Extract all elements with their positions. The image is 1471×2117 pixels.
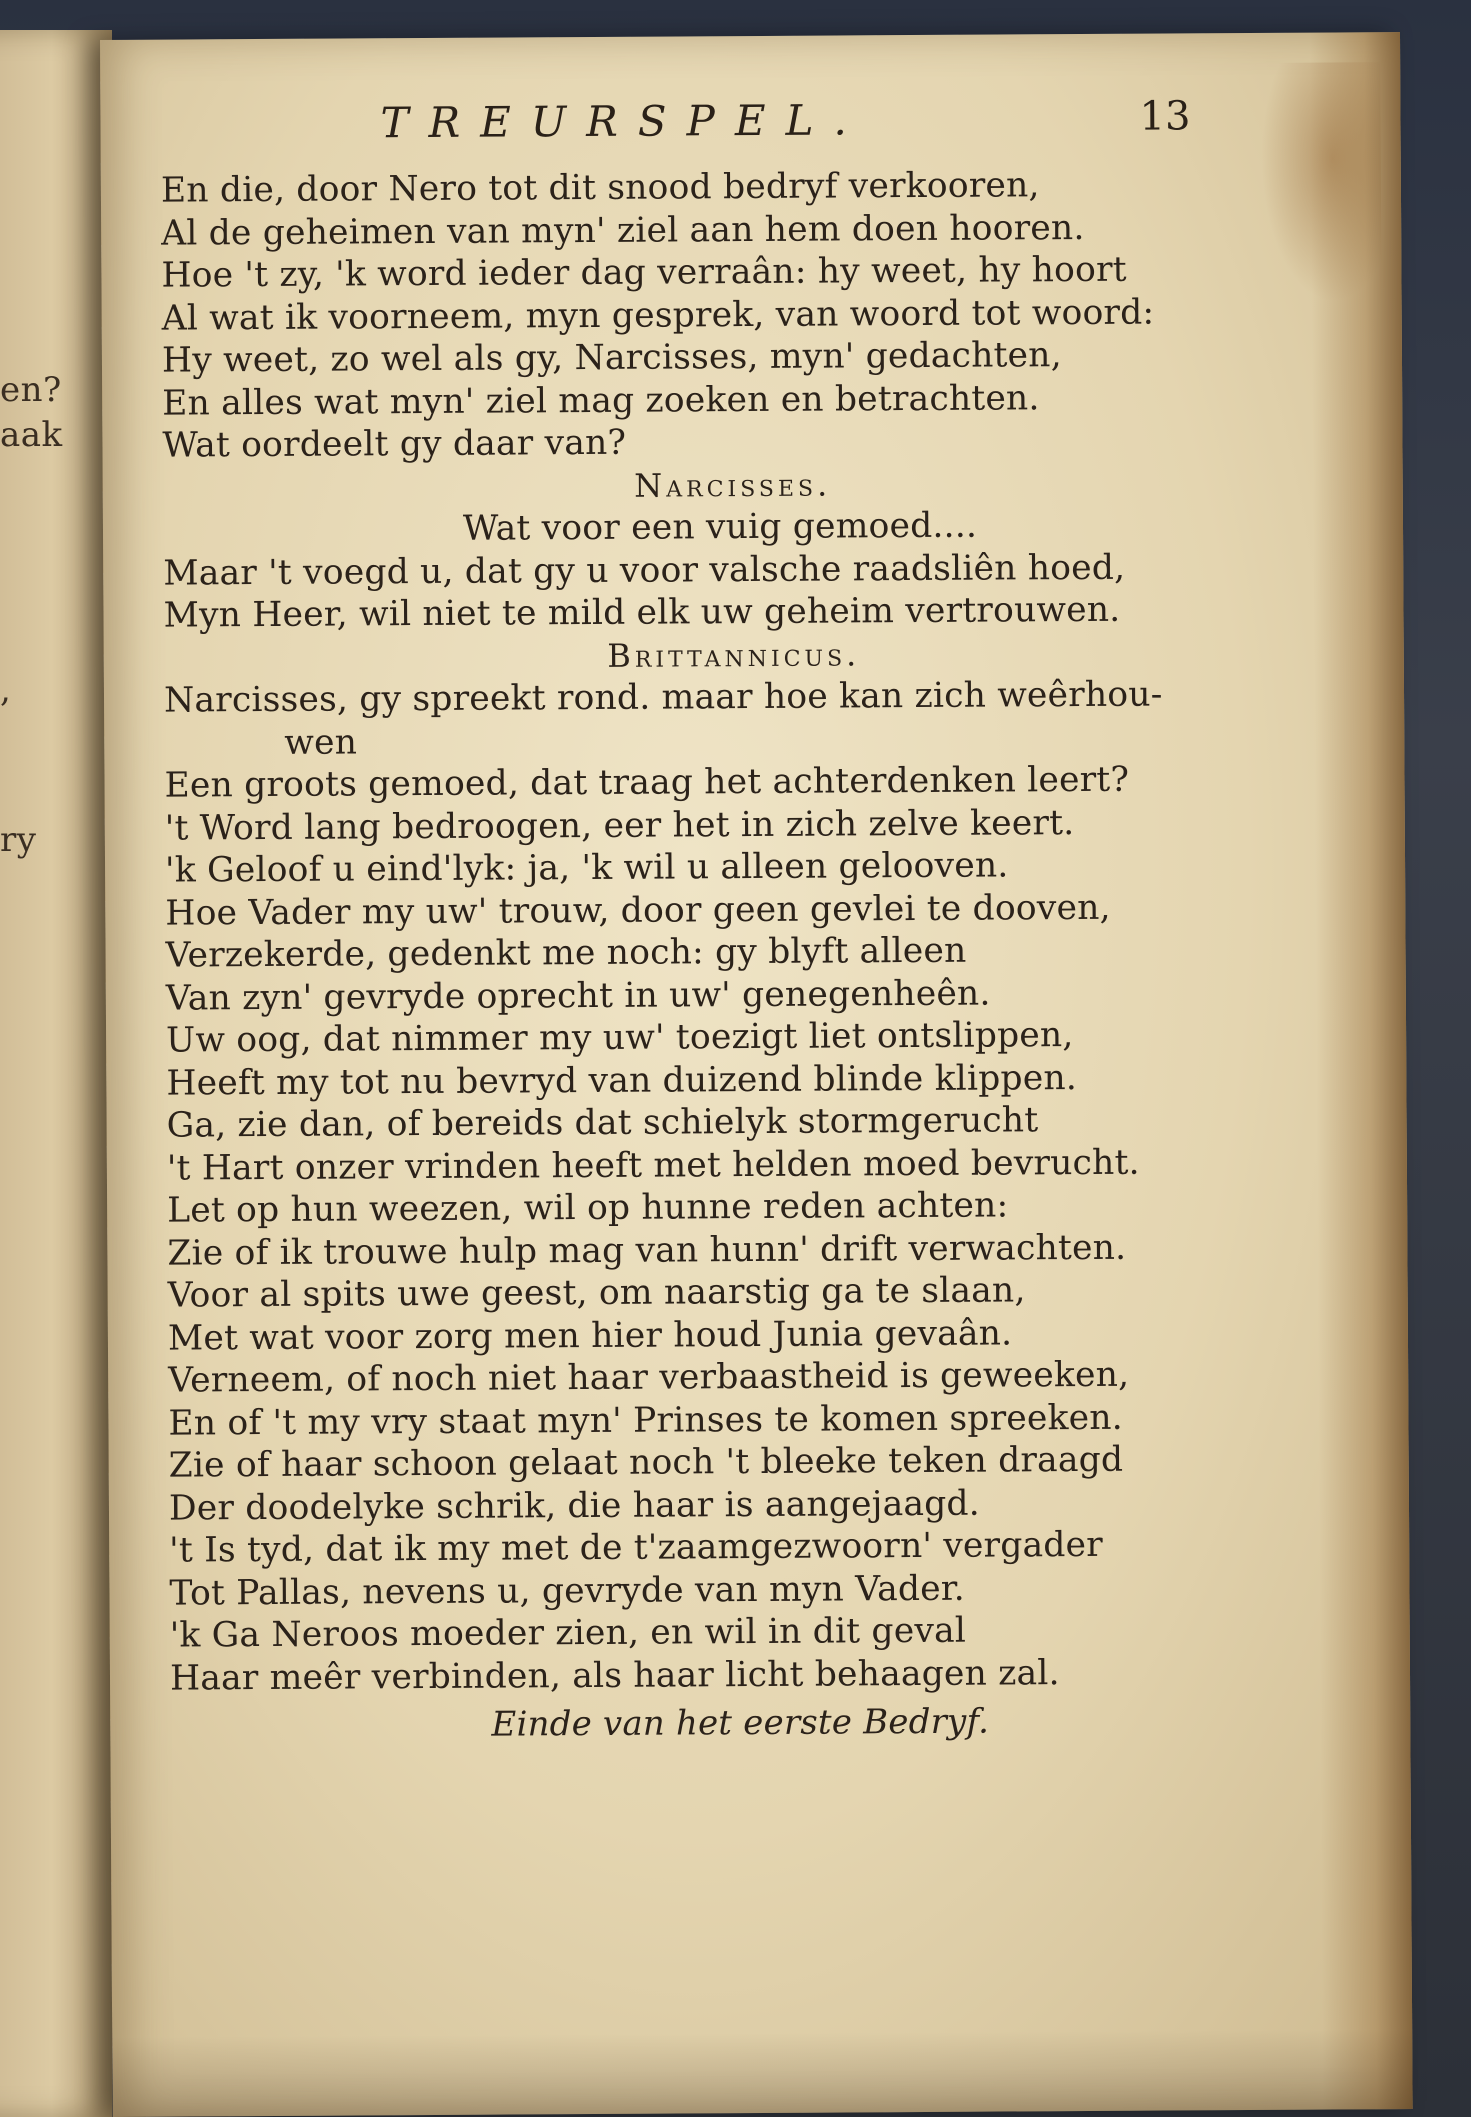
speaker-name: Brittannicus. — [607, 634, 861, 675]
page-edge-shadow — [1310, 32, 1413, 2110]
verse-line: En die, door Nero tot dit snood bedryf verkooren, — [160, 165, 1040, 211]
verse-line: Verneem, of noch niet haar verbaastheid is geweeken, — [168, 1354, 1130, 1401]
verse-line: 't Hart onzer vrinden heeft met helden moed bevrucht. — [166, 1142, 1140, 1189]
running-head: TREURSPEL. — [380, 95, 867, 148]
verse-line: Hoe Vader my uw' trouw, door geen gevlei te dooven, — [165, 887, 1111, 934]
left-page-fragment: aak — [0, 415, 63, 455]
verse-line: Hoe 't zy, 'k word ieder dag verraân: hy weet, hy hoort — [161, 249, 1127, 296]
verse-line: 'k Ga Neroos moeder zien, en wil in dit geval — [169, 1610, 967, 1656]
verse-line: 't Word lang bedroogen, eer het in zich zelve keert. — [164, 802, 1075, 849]
verse-line: Al de geheimen van myn' ziel aan hem doen hooren. — [161, 207, 1085, 254]
left-page-fragment: , — [0, 670, 12, 710]
verse-line: Myn Heer, wil niet te mild elk uw geheim vertrouwen. — [163, 589, 1121, 636]
speaker-name: Narcisses. — [634, 465, 832, 505]
verse-line: Let op hun weezen, wil op hunne reden achten: — [167, 1185, 1009, 1231]
page-number: 13 — [1139, 93, 1191, 140]
verse-line: 'k Geloof u eind'lyk: ja, 'k wil u alleen gelooven. — [164, 845, 1009, 891]
verse-line: Al wat ik voorneem, myn gesprek, van woord tot woord: — [161, 292, 1155, 339]
verse-line: Der doodelyke schrik, die haar is aangejaagd. — [168, 1483, 981, 1529]
verse-line: Met wat voor zorg men hier houd Junia gevaân. — [167, 1312, 1013, 1359]
verse-line: wen — [284, 721, 358, 763]
page-bottom-shadow — [112, 2029, 1412, 2117]
verse-line: Uw oog, dat nimmer my uw' toezigt liet ontslippen, — [165, 1015, 1074, 1061]
left-page-fragment: ry — [0, 820, 37, 860]
verse-line: Voor al spits uwe geest, om naarstig ga te slaan, — [167, 1270, 1026, 1316]
verse-line: Zie of ik trouwe hulp mag van hunn' drift verwachten. — [167, 1227, 1127, 1274]
book-page — [100, 32, 1413, 2117]
verse-line: Een groots gemoed, dat traag het achterdenken leert? — [164, 759, 1130, 806]
verse-line: En of 't my vry staat myn' Prinses te komen spreeken. — [168, 1397, 1123, 1444]
left-page-edge — [0, 30, 112, 2117]
verse-line: En alles wat myn' ziel mag zoeken en betrachten. — [162, 377, 1040, 424]
verse-line: Wat oordeelt gy daar van? — [162, 422, 627, 466]
left-page-fragment: en? — [0, 370, 62, 410]
verse-line: Van zyn' gevryde oprecht in uw' genegenheên. — [165, 973, 991, 1019]
act-end-note: Einde van het eerste Bedryf. — [491, 1701, 990, 1745]
verse-line: Hy weet, zo wel als gy, Narcisses, myn' gedachten, — [161, 335, 1062, 381]
verse-text-block — [161, 163, 1311, 1748]
verse-line: Ga, zie dan, of bereids dat schielyk stormgerucht — [166, 1100, 1039, 1146]
verse-line: Tot Pallas, nevens u, gevryde van myn Vader. — [169, 1568, 966, 1614]
verse-line: Zie of haar schoon gelaat noch 't bleeke teken draagd — [168, 1439, 1124, 1486]
verse-line: Haar meêr verbinden, als haar licht behaagen zal. — [169, 1652, 1060, 1699]
verse-line: Verzekerde, gedenkt me noch: gy blyft alleen — [165, 930, 967, 976]
verse-line: Heeft my tot nu bevryd van duizend blinde klippen. — [166, 1057, 1078, 1104]
verse-line: Wat voor een vuig gemoed.... — [462, 505, 978, 549]
verse-line: 't Is tyd, dat ik my met de t'zaamgezwoorn' vergader — [169, 1524, 1104, 1571]
verse-line: Narcisses, gy spreekt rond. maar hoe kan zich weêrhou- — [163, 674, 1163, 721]
verse-line: Maar 't voegd u, dat gy u voor valsche raadsliên hoed, — [163, 547, 1126, 594]
